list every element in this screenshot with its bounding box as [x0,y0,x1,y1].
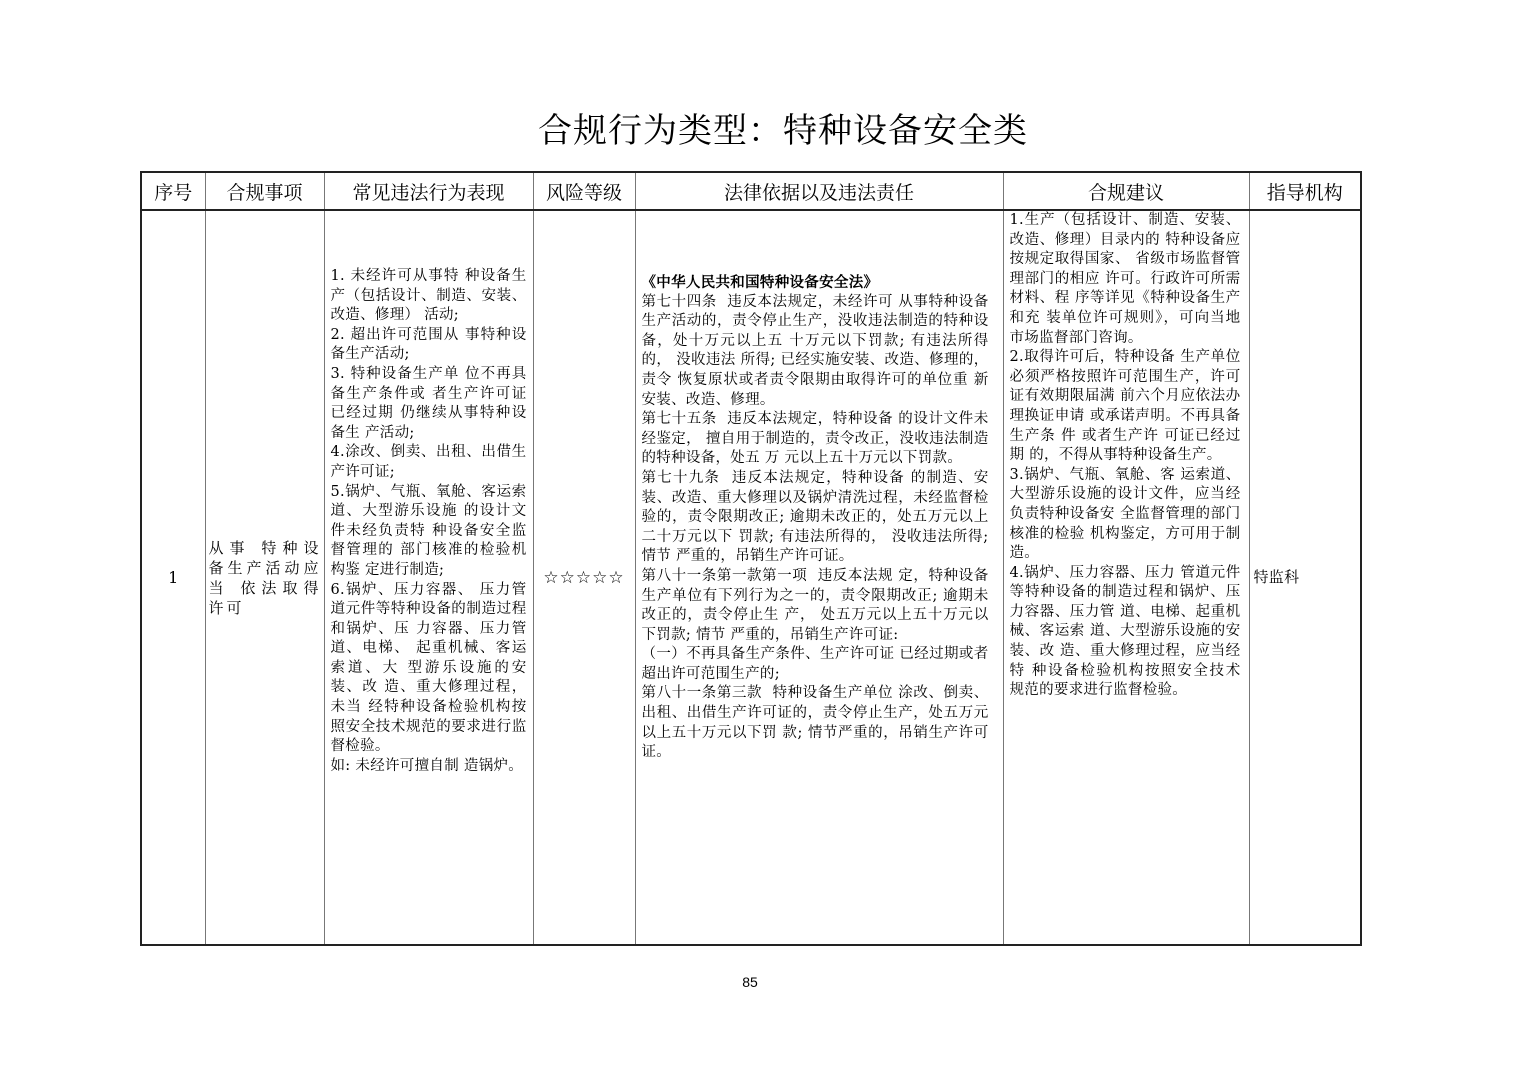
law-body: 第七十四条 违反本法规定，未经许可 从事特种设备生产活动的，责令停止生产，没收违法制造的特种设备，处十万元以上五 十万元以下罚款; 有违法所得的， 没收违法 所得; 已经实施安装、改造、修理的，责令 恢复原状或者责令限期由取得许可的单位重 新安装、改造、修理。 第七十五条 违反本法规定，特种设备 的设计文件未经鉴定， 擅自用于制造的，责令改正，没收违法制造的特种设备，处五 万 元以上五十万元以下罚款。 第七十九条 违反本法规定，特种设备 的制造、安装、改造、重大修理以及锅炉清洗过程，未经监督检验的，责令限期改正; 逾期未改正的，处五万元以上二十万元以下 罚款; 有违法所得的， 没收违法所得; 情节 严重的，吊销生产许可证。 第八十一条第一款第一项 违反本法规 定，特种设备生产单位有下列行为之一的，责令限期改正; 逾期未改正的，责令停止生 产， 处五万元以上五十万元以下罚款; 情节 严重的，吊销生产许可证: （一）不再具备生产条件、生产许可证 已经过期或者超出许可范围生产的; 第八十一条第三款 特种设备生产单位 涂改、倒卖、出租、出借生产许可证的，责令停止生产，处五万元以上五十万元以下罚 款; 情节严重的，吊销生产许可证。 [641,293,989,761]
law-cell [635,210,1003,945]
header-advice: 合规建议 [1003,172,1249,210]
page-title: 合规行为类型：特种设备安全类 [538,111,1028,151]
behavior-text: 1. 未经许可从事特 种设备生产（包括设计、制造、安装、改造、修理） 活动; 2. 超出许可范围从 事特种设备生产活动; 3. 特种设备生产单 位不再具备生产条件或 者生产许可证已经过期 仍继续从事特种设备生 产活动; 4.涂改、倒卖、出租、出借生产许可证; 5.锅炉、气瓶、氧舱、客运索道、大型游乐设施 的设计文件未经负责特 种设备安全监督管理的 部门核准的检验机构鉴 定进行制造; 6.锅炉、压力容器、 压力管道元件等特种设备的制造过程和锅炉、压 力容器、压力管道、电梯、 起重机械、客运索道、大 型游乐设施的安装、改 造、重大修理过程， 未当 经特种设备检验机构按照安全技术规范的要求进行监督检验。 如: 未经许可擅自制 造锅炉。 [330,268,527,774]
table-header-row [141,172,1361,210]
behavior-cell [324,210,533,945]
matter-cell [205,210,324,945]
law-content [636,211,1003,763]
law-title: 《中华人民共和国特种设备安全法》 [641,274,879,291]
header-no: 序号 [141,172,205,210]
advice-text: 1.生产（包括设计、制造、安装、改造、修理）目录内的 特种设备应按规定取得国家、 省级市场监督管理部门的相应 许可。行政许可所需材料、程 序等详见《特种设备生产和充 装单位许可规则》，可向当地市场监督部门咨询。 2.取得许可后，特种设备 生产单位必须严格按照许可范围生产，许可证有效期限届满 前六个月应依法办理换证申请 或承诺声明。不再具备生产条 件 或者生产许 可证已经过期 的，不得从事特种设备生产。 3.锅炉、气瓶、氧舱、客 运索道、大型游乐设施的设计文件，应当经负责特种设备安 全监督管理的部门核准的检验 机构鉴定，方可用于制造。 4.锅炉、压力容器、压力 管道元件等特种设备的制造过程和锅炉、压力容器、压力管 道、电梯、起重机械、客运索 道、大型游乐设施的安装、改 造、重大修理过程，应当经特 种设备检验机构按照安全技术 规范的要求进行监督检验。 [1009,212,1241,699]
row-number: 1 [141,210,205,945]
org-cell [1249,210,1361,945]
header-behavior: 常见违法行为表现 [324,172,533,210]
header-matter: 合规事项 [205,172,324,210]
header-org: 指导机构 [1249,172,1361,210]
header-risk: 风险等级 [533,172,635,210]
page-number: 85 [742,974,758,990]
advice-cell [1003,210,1249,945]
header-law: 法律依据以及违法责任 [635,172,1003,210]
matter-text: 从事 特种设备生产活动应当 依法取得许可 [208,538,322,617]
risk-rating: ☆☆☆☆☆ [533,210,635,945]
compliance-table [140,171,1362,946]
table-row [141,210,1361,945]
org-text: 特监科 [1253,567,1300,586]
